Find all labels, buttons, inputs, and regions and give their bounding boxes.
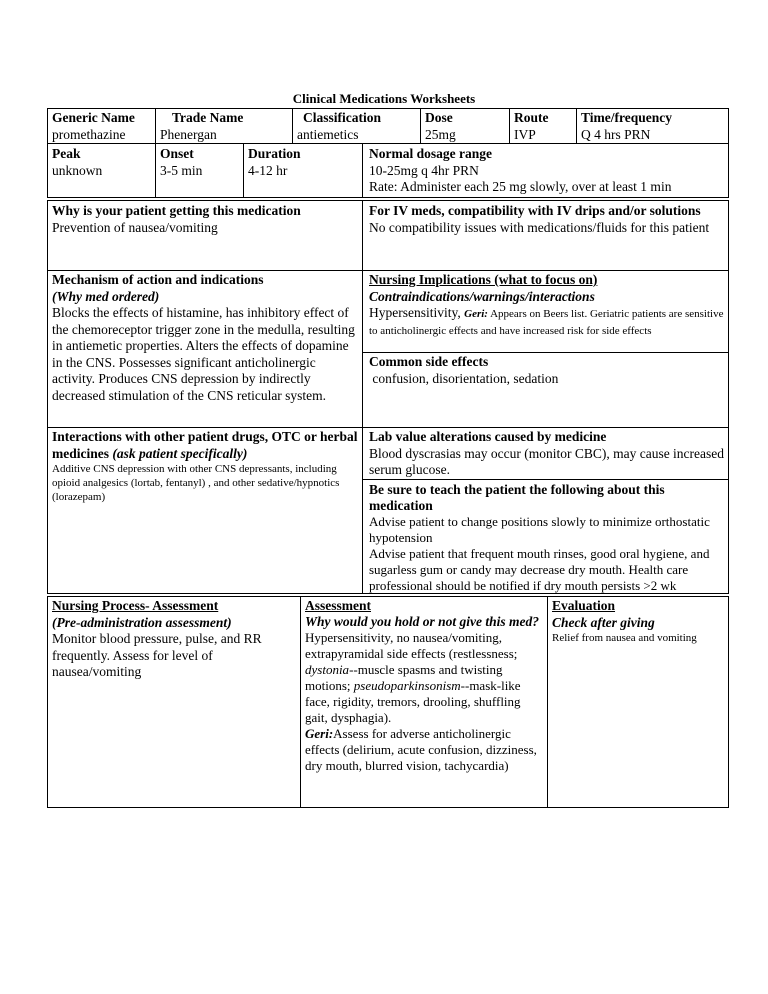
nursing-process-cell (48, 597, 300, 682)
duration-value: 4-12 hr (248, 163, 288, 178)
assessment-text-2: --muscle spasms and twisting motions; (305, 662, 503, 693)
geri-label: Geri: (464, 308, 488, 320)
assessment-sublabel: Why would you hold or not give this med? (305, 614, 540, 629)
assessment-label: Assessment (305, 598, 371, 613)
nursing-implications-label: Nursing Implications (what to focus on) (369, 272, 598, 287)
dose-label: Dose (425, 110, 453, 125)
pseudoparkinsonism-term: pseudoparkinsonism (353, 678, 461, 693)
page-title: Clinical Medications Worksheets (292, 91, 476, 106)
interactions-value: Additive CNS depression with other CNS depressants, including opioid analgesics (lortab, fentanyl) , and other sedative/hypnotics (lorazepam) (52, 463, 340, 503)
evaluation-sublabel: Check after giving (552, 614, 655, 630)
nursing-implications-cell (363, 271, 729, 339)
why-value: Prevention of nausea/vomiting (52, 219, 218, 235)
interactions-cell (48, 428, 362, 505)
iv-compat-label: For IV meds, compatibility with IV drips and/or solutions (369, 203, 701, 218)
dose-value: 25mg (425, 127, 456, 142)
trade-name-label: Trade Name (172, 110, 244, 125)
assessment-geri-label: Geri: (305, 726, 334, 741)
assessment-text-1: Hypersensitivity, no nausea/vomiting, extrapyramidal side effects (restlessness; (305, 630, 518, 661)
evaluation-label: Evaluation (552, 598, 616, 613)
normal-dosage-rate: Rate: Administer each 25 mg slowly, over at least 1 min (369, 179, 672, 194)
onset-label: Onset (160, 146, 194, 161)
interactions-sublabel: (ask patient specifically) (112, 445, 248, 461)
teaching-label: Be sure to teach the patient the following about this medication (369, 482, 665, 513)
time-frequency-value: Q 4 hrs PRN (581, 127, 651, 142)
teaching-line-1: Advise patient to change positions slowly to minimize orthostatic hypotension (369, 514, 710, 545)
duration-label: Duration (248, 146, 301, 161)
assessment-geri-text: Assess for adverse anticholinergic effects (delirium, acute confusion, dizziness, dry mouth, blurred vision, tachycardia) (305, 726, 537, 773)
dystonia-term: dystonia (305, 662, 350, 677)
assessment-cell (301, 597, 547, 775)
nursing-process-value: Monitor blood pressure, pulse, and RR frequently. Assess for level of nausea/vomiting (52, 631, 262, 679)
route-value: IVP (514, 127, 536, 142)
interactions-label: Interactions with other patient drugs, OTC or herbal medicines (52, 429, 358, 461)
peak-value: unknown (52, 163, 103, 178)
mechanism-value: Blocks the effects of histamine, has inhibitory effect of the chemoreceptor trigger zone in the medulla, resulting in antiemetic properties. Alters the effects of dopamine in the CNS. Possesses significant anticholinergic activity. Produces CNS depression by indirectly decreased stimulation of the CNS reticular system. (52, 305, 355, 403)
route-label: Route (514, 110, 549, 125)
mechanism-label: Mechanism of action and indications (52, 272, 264, 287)
evaluation-value: Relief from nausea and vomiting (552, 632, 697, 644)
trade-name-value: Phenergan (160, 127, 217, 142)
assessment-text-3: --mask-like face, rigidity, tremors, drooling, shuffling gait, dysphagia). (305, 678, 521, 725)
mechanism-cell (48, 271, 362, 405)
contraindications-label: Contraindications/warnings/interactions (369, 288, 595, 304)
time-frequency-label: Time/frequency (581, 110, 672, 125)
lab-values-value: Blood dyscrasias may occur (monitor CBC), may cause increased serum glucose. (369, 445, 725, 477)
why-cell (48, 202, 362, 237)
side-effects-label: Common side effects (369, 354, 489, 369)
teaching-line-2: Advise patient that frequent mouth rinses, good oral hygiene, and sugarless gum or candy may decrease dry mouth. Health care professional should be notified if dry mouth persists >2 wk (369, 546, 710, 593)
lab-values-cell (363, 428, 729, 480)
lab-values-label: Lab value alterations caused by medicine (369, 429, 607, 444)
normal-dosage-label: Normal dosage range (369, 146, 492, 161)
classification-value: antiemetics (297, 127, 359, 142)
onset-value: 3-5 min (160, 163, 203, 178)
nursing-process-label: Nursing Process- Assessment (52, 598, 219, 613)
mechanism-sublabel: (Why med ordered) (52, 288, 160, 304)
iv-compat-value: No compatibility issues with medications/fluids for this patient (369, 219, 710, 235)
normal-dosage-value: 10-25mg q 4hr PRN (369, 162, 479, 178)
side-effects-value: confusion, disorientation, sedation (369, 370, 559, 386)
classification-label: Classification (303, 110, 382, 125)
generic-name-label: Generic Name (52, 110, 135, 125)
contraindications-prefix: Hypersensitivity, (369, 305, 465, 320)
normal-dosage-cell (363, 145, 729, 197)
iv-compat-cell (363, 202, 729, 237)
generic-name-value: promethazine (52, 127, 126, 142)
evaluation-cell (548, 597, 729, 646)
side-effects-cell (363, 353, 729, 388)
nursing-process-sublabel: (Pre-administration assessment) (52, 614, 232, 630)
peak-label: Peak (52, 146, 81, 161)
geri-text: Appears on Beers list. Geriatric patients are sensitive to anticholinergic effects and have increased risk for side effects (369, 308, 724, 337)
why-label: Why is your patient getting this medication (52, 203, 301, 218)
teaching-cell (363, 481, 729, 595)
